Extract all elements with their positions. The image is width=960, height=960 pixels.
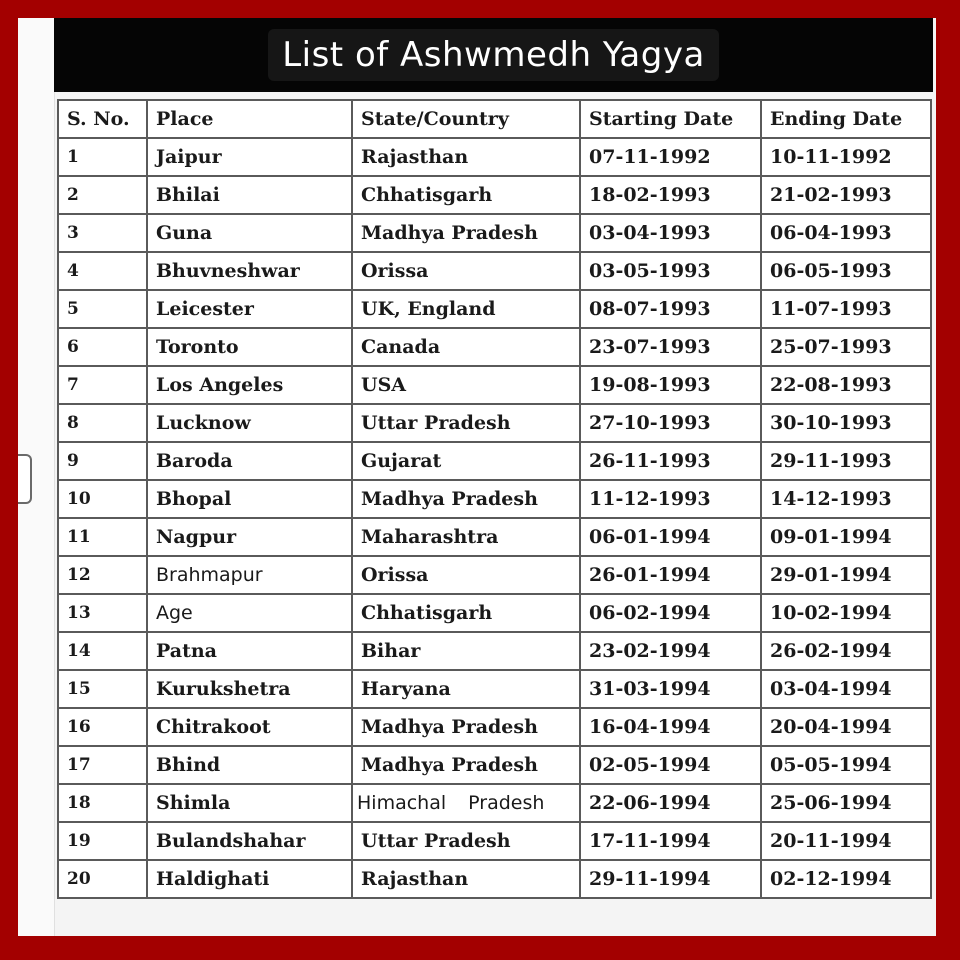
cell-state: Orissa: [352, 556, 580, 594]
header-place: Place: [147, 100, 352, 138]
cell-end-date: 06-04-1993: [761, 214, 931, 252]
cell-start-date: 08-07-1993: [580, 290, 761, 328]
cell-state: Uttar Pradesh: [352, 404, 580, 442]
cell-sno: 8: [58, 404, 147, 442]
table-row: [58, 328, 931, 366]
cell-place: Bhuvneshwar: [147, 252, 352, 290]
cell-state: Himachal Pradesh: [352, 784, 580, 822]
cell-place: Shimla: [147, 784, 352, 822]
cell-end-date: 26-02-1994: [761, 632, 931, 670]
cell-start-date: 02-05-1994: [580, 746, 761, 784]
cell-sno: 3: [58, 214, 147, 252]
cell-sno: 13: [58, 594, 147, 632]
table-row: [58, 442, 931, 480]
cell-place: Bulandshahar: [147, 822, 352, 860]
cell-sno: 20: [58, 860, 147, 898]
table-row: [58, 366, 931, 404]
side-drawer-handle[interactable]: [18, 454, 32, 504]
cell-sno: 11: [58, 518, 147, 556]
cell-place: Kurukshetra: [147, 670, 352, 708]
cell-end-date: 20-11-1994: [761, 822, 931, 860]
cell-start-date: 06-02-1994: [580, 594, 761, 632]
title-banner: [54, 18, 933, 92]
cell-end-date: 29-11-1993: [761, 442, 931, 480]
cell-sno: 4: [58, 252, 147, 290]
cell-sno: 6: [58, 328, 147, 366]
cell-end-date: 06-05-1993: [761, 252, 931, 290]
cell-place: Jaipur: [147, 138, 352, 176]
cell-state: Madhya Pradesh: [352, 214, 580, 252]
cell-place: Age: [147, 594, 352, 632]
table-row: [58, 860, 931, 898]
cell-start-date: 18-02-1993: [580, 176, 761, 214]
header-state: State/Country: [352, 100, 580, 138]
cell-place: Bhilai: [147, 176, 352, 214]
table-row: [58, 518, 931, 556]
cell-state: Haryana: [352, 670, 580, 708]
cell-sno: 9: [58, 442, 147, 480]
cell-sno: 18: [58, 784, 147, 822]
cell-place: Patna: [147, 632, 352, 670]
cell-start-date: 17-11-1994: [580, 822, 761, 860]
cell-start-date: 07-11-1992: [580, 138, 761, 176]
cell-state: Chhatisgarh: [352, 594, 580, 632]
table-row: [58, 404, 931, 442]
cell-end-date: 29-01-1994: [761, 556, 931, 594]
cell-state: Gujarat: [352, 442, 580, 480]
cell-start-date: 31-03-1994: [580, 670, 761, 708]
cell-sno: 5: [58, 290, 147, 328]
table-row: [58, 290, 931, 328]
cell-place: Bhopal: [147, 480, 352, 518]
yagya-table: [57, 99, 932, 899]
table-header-row: [58, 100, 931, 138]
cell-state: Canada: [352, 328, 580, 366]
table-row: [58, 138, 931, 176]
cell-end-date: 14-12-1993: [761, 480, 931, 518]
cell-state: USA: [352, 366, 580, 404]
table-row: [58, 176, 931, 214]
cell-sno: 19: [58, 822, 147, 860]
cell-end-date: 20-04-1994: [761, 708, 931, 746]
cell-start-date: 26-01-1994: [580, 556, 761, 594]
cell-end-date: 03-04-1994: [761, 670, 931, 708]
cell-state: UK, England: [352, 290, 580, 328]
cell-place: Nagpur: [147, 518, 352, 556]
cell-sno: 12: [58, 556, 147, 594]
cell-sno: 14: [58, 632, 147, 670]
cell-place: Brahmapur: [147, 556, 352, 594]
cell-state: Bihar: [352, 632, 580, 670]
cell-end-date: 22-08-1993: [761, 366, 931, 404]
cell-start-date: 27-10-1993: [580, 404, 761, 442]
cell-state: Uttar Pradesh: [352, 822, 580, 860]
cell-end-date: 10-02-1994: [761, 594, 931, 632]
cell-place: Baroda: [147, 442, 352, 480]
cell-end-date: 25-06-1994: [761, 784, 931, 822]
cell-start-date: 16-04-1994: [580, 708, 761, 746]
cell-end-date: 11-07-1993: [761, 290, 931, 328]
cell-start-date: 19-08-1993: [580, 366, 761, 404]
cell-sno: 15: [58, 670, 147, 708]
cell-end-date: 10-11-1992: [761, 138, 931, 176]
cell-sno: 16: [58, 708, 147, 746]
cell-place: Chitrakoot: [147, 708, 352, 746]
cell-start-date: 03-05-1993: [580, 252, 761, 290]
table-row: [58, 594, 931, 632]
table-row: [58, 252, 931, 290]
cell-start-date: 29-11-1994: [580, 860, 761, 898]
cell-place: Haldighati: [147, 860, 352, 898]
cell-place: Toronto: [147, 328, 352, 366]
header-end-date: Ending Date: [761, 100, 931, 138]
table-row: [58, 632, 931, 670]
cell-start-date: 23-02-1994: [580, 632, 761, 670]
cell-state: Madhya Pradesh: [352, 708, 580, 746]
cell-start-date: 23-07-1993: [580, 328, 761, 366]
cell-state: Maharashtra: [352, 518, 580, 556]
cell-place: Los Angeles: [147, 366, 352, 404]
cell-state: Chhatisgarh: [352, 176, 580, 214]
table-row: [58, 214, 931, 252]
cell-end-date: 05-05-1994: [761, 746, 931, 784]
cell-place: Bhind: [147, 746, 352, 784]
cell-state: Orissa: [352, 252, 580, 290]
cell-sno: 17: [58, 746, 147, 784]
page-title: List of Ashwmedh Yagya: [268, 29, 719, 81]
cell-state: Rajasthan: [352, 138, 580, 176]
table-row: [58, 822, 931, 860]
cell-sno: 10: [58, 480, 147, 518]
table-row: [58, 784, 931, 822]
table-row: [58, 480, 931, 518]
cell-end-date: 21-02-1993: [761, 176, 931, 214]
header-start-date: Starting Date: [580, 100, 761, 138]
cell-start-date: 11-12-1993: [580, 480, 761, 518]
cell-end-date: 02-12-1994: [761, 860, 931, 898]
table-row: [58, 556, 931, 594]
cell-sno: 7: [58, 366, 147, 404]
header-sno: S. No.: [58, 100, 147, 138]
cell-state: Madhya Pradesh: [352, 746, 580, 784]
cell-end-date: 09-01-1994: [761, 518, 931, 556]
table-row: [58, 670, 931, 708]
cell-sno: 2: [58, 176, 147, 214]
cell-end-date: 25-07-1993: [761, 328, 931, 366]
cell-place: Guna: [147, 214, 352, 252]
table-row: [58, 746, 931, 784]
cell-start-date: 26-11-1993: [580, 442, 761, 480]
table-row: [58, 708, 931, 746]
cell-end-date: 30-10-1993: [761, 404, 931, 442]
cell-start-date: 03-04-1993: [580, 214, 761, 252]
cell-place: Lucknow: [147, 404, 352, 442]
cell-start-date: 22-06-1994: [580, 784, 761, 822]
cell-place: Leicester: [147, 290, 352, 328]
cell-state: Rajasthan: [352, 860, 580, 898]
cell-sno: 1: [58, 138, 147, 176]
cell-state: Madhya Pradesh: [352, 480, 580, 518]
cell-start-date: 06-01-1994: [580, 518, 761, 556]
